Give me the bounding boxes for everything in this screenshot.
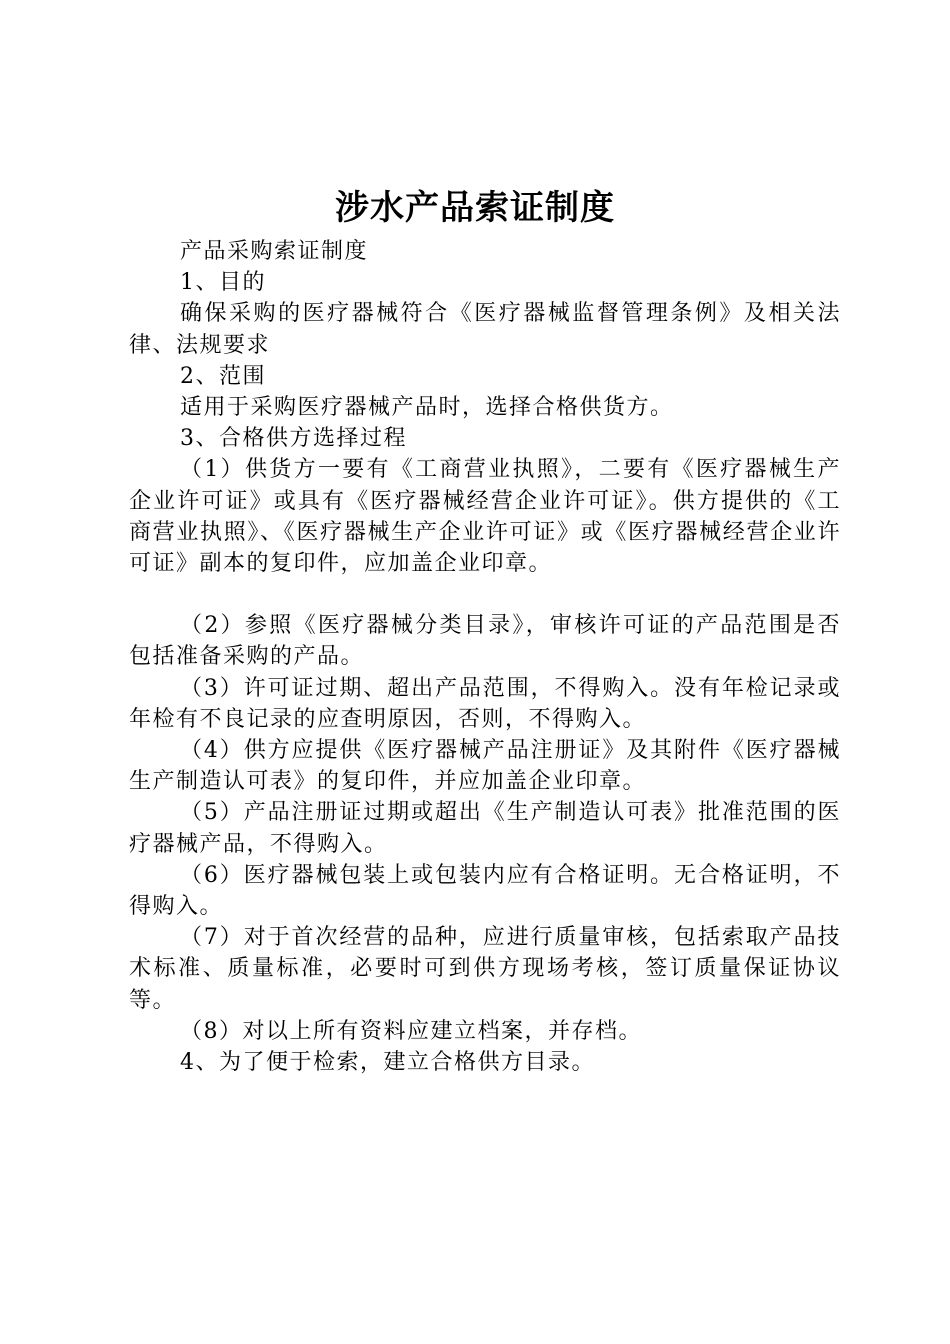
section-1-title: 1、目的: [180, 270, 266, 296]
section-3-item-4: （4）供方应提供《医疗器械产品注册证》及其附件《医疗器械生产制造认可表》的复印件，并应加盖企业印章。: [129, 738, 841, 795]
section-4-text: 4、为了便于检索，建立合格供方目录。: [180, 1050, 595, 1076]
section-2-text: 适用于采购医疗器械产品时，选择合格供货方。: [180, 395, 674, 421]
section-3-title: 3、合格供方选择过程: [180, 426, 407, 452]
section-3-item-1: （1）供货方一要有《工商营业执照》，二要有《医疗器械生产企业许可证》或具有《医疗器械经营企业许可证》。供方提供的《工商营业执照》、《医疗器械生产企业许可证》或《医疗器械经营企业许可证》副本的复印件，应加盖企业印章。: [129, 457, 841, 577]
section-3-item-5: （5）产品注册证过期或超出《生产制造认可表》批准范围的医疗器械产品，不得购入。: [129, 800, 841, 857]
section-1-text: 确保采购的医疗器械符合《医疗器械监督管理条例》及相关法律、法规要求: [129, 301, 841, 358]
section-3-item-6: （6）医疗器械包装上或包装内应有合格证明。无合格证明，不得购入。: [129, 862, 841, 920]
section-3-item-7: （7）对于首次经营的品种，应进行质量审核，包括索取产品技术标准、质量标准，必要时可到供方现场考核，签订质量保证协议等。: [129, 925, 841, 1013]
section-3-item-2: （2）参照《医疗器械分类目录》，审核许可证的产品范围是否包括准备采购的产品。: [129, 613, 841, 670]
document-title: 涉水产品索证制度: [335, 188, 615, 228]
section-2-title: 2、范围: [180, 363, 266, 389]
paragraph-gap: [129, 579, 841, 610]
document-body: [129, 236, 841, 1078]
section-3-item-8: （8）对以上所有资料应建立档案，并存档。: [180, 1018, 642, 1044]
document-heading: 产品采购索证制度: [180, 239, 369, 264]
section-3-item-3: （3）许可证过期、超出产品范围，不得购入。没有年检记录或年检有不良记录的应查明原因，否则，不得购入。: [129, 675, 841, 732]
